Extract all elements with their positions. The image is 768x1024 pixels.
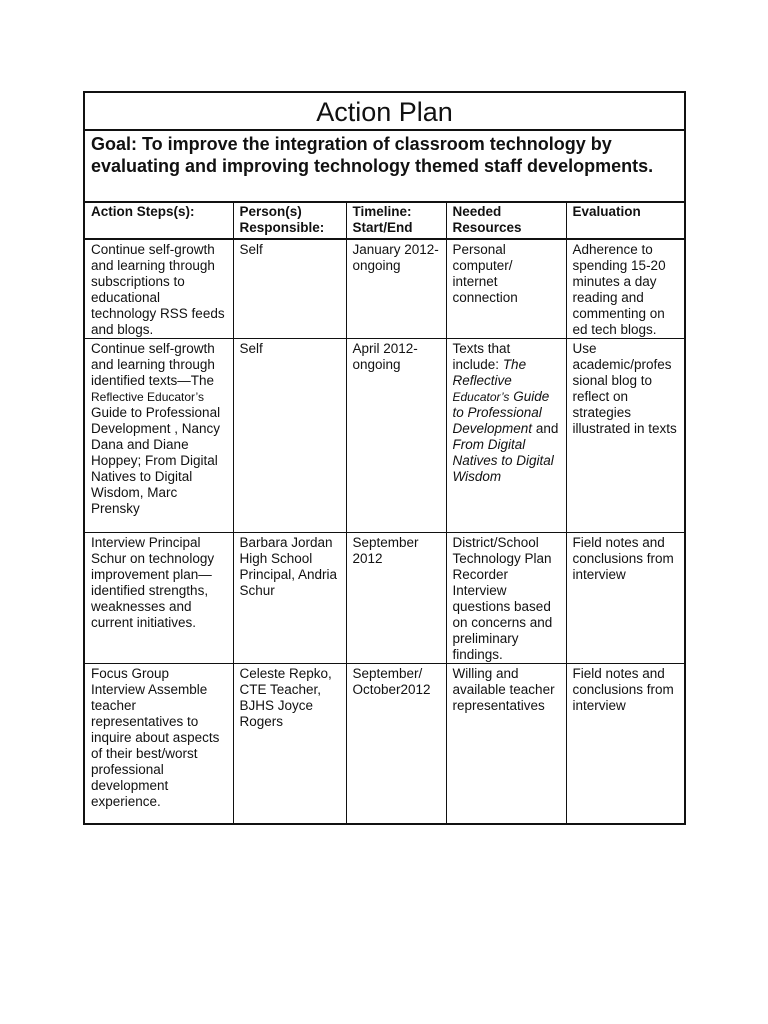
cell-timeline: January 2012-ongoing <box>346 239 446 339</box>
resources-book-title-2: From Digital Natives to Digital Wisdom <box>452 437 554 484</box>
cell-person: Barbara Jordan High School Principal, Andria Schur <box>233 533 346 664</box>
resources-and: and <box>535 421 559 436</box>
resources-intro: Texts that include: <box>452 341 511 372</box>
cell-action: Focus Group Interview Assemble teacher representatives to inquire about aspects of their best/worst professional development experience. <box>85 664 233 824</box>
table-row <box>85 339 684 533</box>
table-row <box>85 533 684 664</box>
goal-statement: Goal: To improve the integration of classroom technology by evaluating and improving technology themed staff developments. <box>85 131 684 203</box>
cell-resources: District/School Technology Plan Recorder Interview questions based on concerns and preliminary findings. <box>446 533 566 664</box>
header-needed-resources: Needed Resources <box>446 203 566 239</box>
cell-evaluation: Use academic/profes sional blog to reflect on strategies illustrated in texts <box>566 339 684 533</box>
header-evaluation: Evaluation <box>566 203 684 239</box>
resources-book-title-1a: The Reflective <box>452 357 527 388</box>
action-plan-document <box>83 91 686 825</box>
cell-person: Self <box>233 339 346 533</box>
cell-timeline: April 2012-ongoing <box>346 339 446 533</box>
resources-book-title-1c: Guide to Professional Development <box>452 389 550 436</box>
cell-evaluation: Adherence to spending 15-20 minutes a day reading and commenting on ed tech blogs. <box>566 239 684 339</box>
header-action-steps: Action Steps(s): <box>85 203 233 239</box>
cell-person: Self <box>233 239 346 339</box>
resources-book-title-1b: Educator’s <box>452 390 510 404</box>
cell-evaluation: Field notes and conclusions from interview <box>572 666 674 713</box>
cell-timeline: September/ October2012 <box>346 664 446 824</box>
cell-timeline: September 2012 <box>346 533 446 664</box>
cell-resources <box>446 339 566 533</box>
cell-resources: Willing and available teacher representatives <box>446 664 566 824</box>
cell-evaluation: Field notes and conclusions from interview <box>566 533 684 664</box>
header-persons-responsible: Person(s) Responsible: <box>233 203 346 239</box>
cell-resources: Personal computer/ internet connection <box>446 239 566 339</box>
table-row <box>85 239 684 339</box>
table-row <box>85 664 684 824</box>
cell-person: Celeste Repko, CTE Teacher, BJHS Joyce Rogers <box>233 664 346 824</box>
cell-action: Continue self-growth and learning through subscriptions to educational technology RSS feeds and blogs. <box>85 239 233 339</box>
cell-action: Interview Principal Schur on technology improvement plan—identified strengths, weaknesses and current initiatives. <box>85 533 233 664</box>
header-timeline: Timeline: Start/End <box>346 203 446 239</box>
action-text-book-title: Reflective Educator’s <box>91 390 204 404</box>
table-header-row <box>85 203 684 239</box>
page-title: Action Plan <box>85 93 684 131</box>
action-text-end: Guide to Professional Development , Nancy Dana and Diane Hoppey; From Digital Natives to Digital Wisdom, Marc Prensky <box>91 405 221 516</box>
action-text-start: Continue self-growth and learning through identified texts—The <box>91 341 215 388</box>
action-plan-table <box>85 203 684 823</box>
cell-action <box>85 339 233 533</box>
